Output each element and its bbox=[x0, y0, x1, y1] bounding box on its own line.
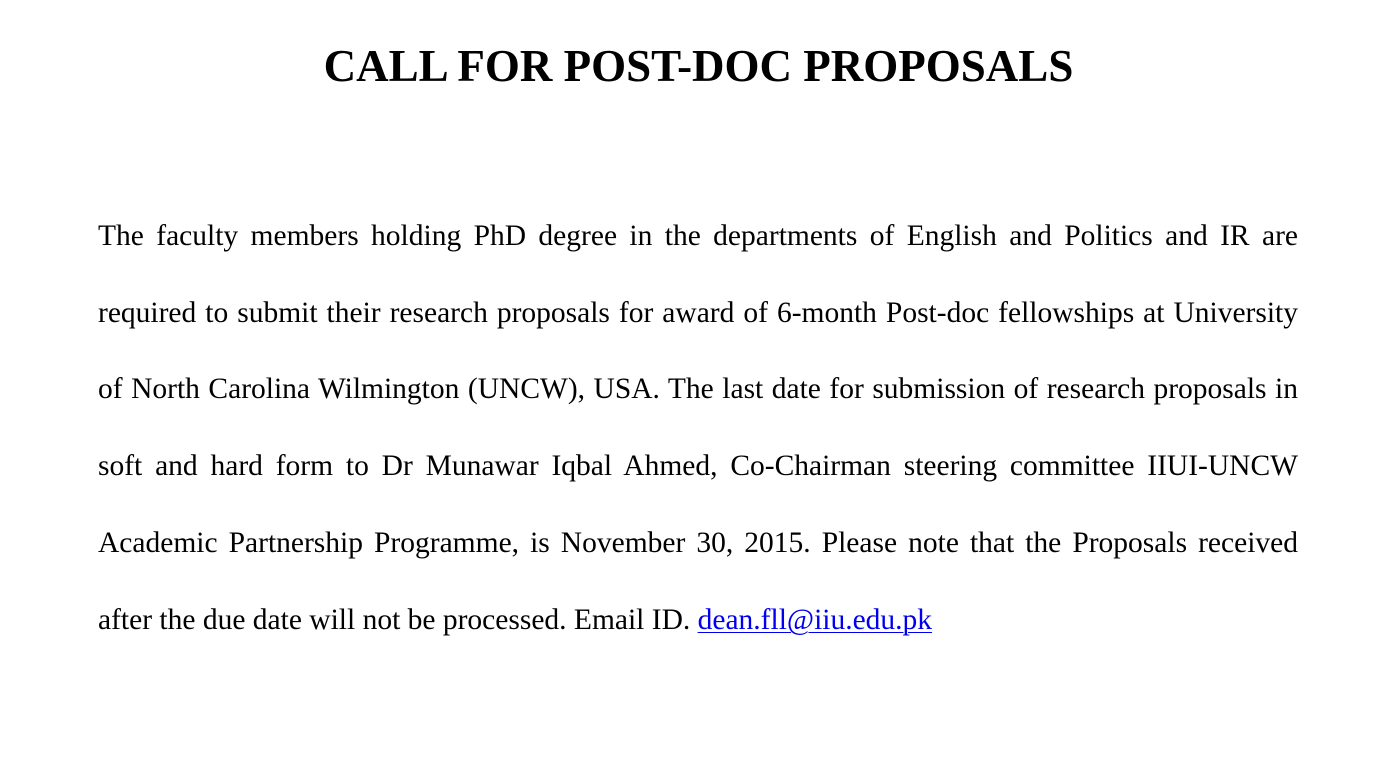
announcement-paragraph bbox=[98, 198, 1298, 658]
email-link[interactable]: dean.fll@iiu.edu.pk bbox=[697, 603, 933, 636]
page-title: CALL FOR POST-DOC PROPOSALS bbox=[323, 41, 1074, 91]
announcement-text: The faculty members holding PhD degree in the departments of English and Politics and IR are required to submit their research proposals for award of 6-month Post-doc fellowships at University of North Carolina Wilmington (UNCW), USA. The last date for submission of research proposals in soft and hard form to Dr Munawar Iqbal Ahmed, Co-Chairman steering committee IIUI-UNCW Academic Partnership Programme, is November 30, 2015. Please note that the Proposals received after the due date will not be processed. Email ID. bbox=[98, 220, 1298, 636]
